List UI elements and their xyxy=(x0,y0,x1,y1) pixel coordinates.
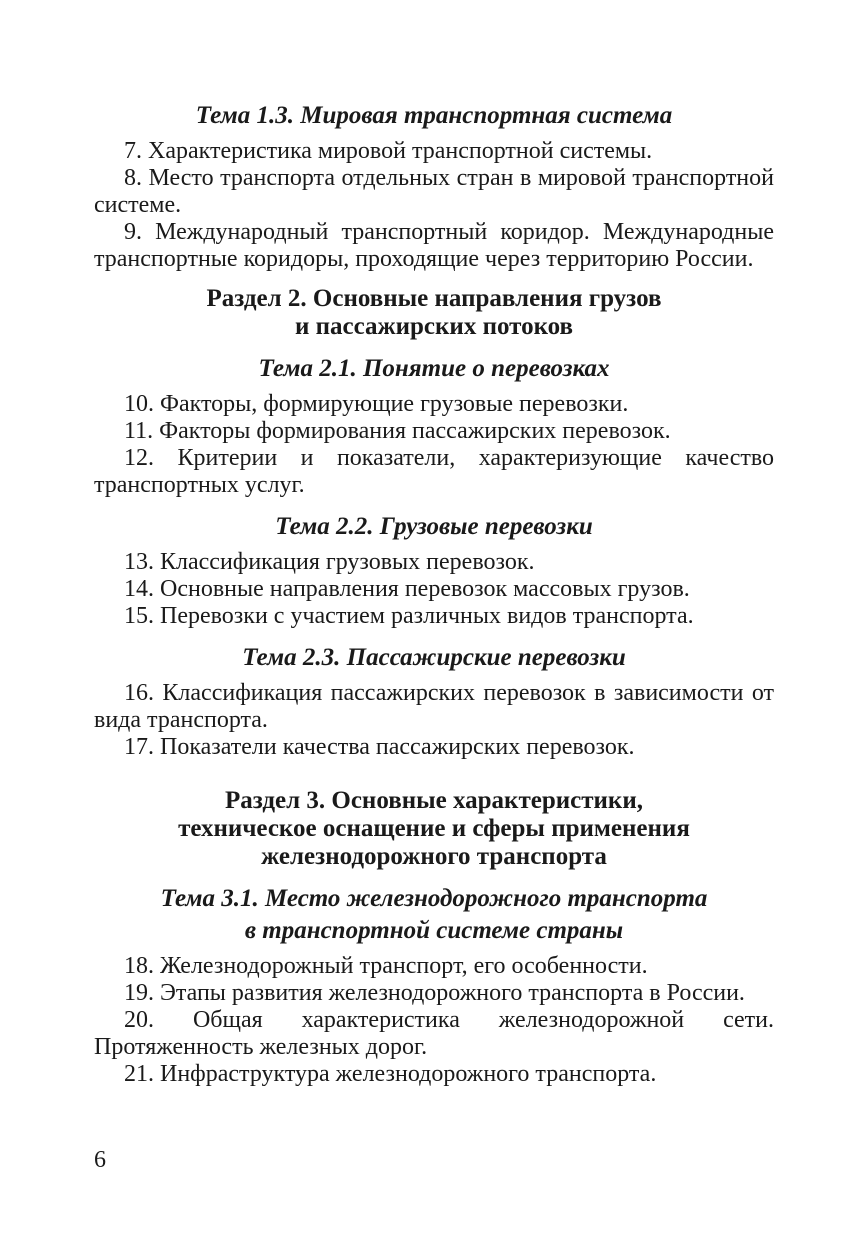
list-item-20: 20. Общая характеристика железнодорожной сети. Протяженность железных дорог. xyxy=(94,1007,774,1060)
topic-heading-2-1: Тема 2.1. Понятие о перевозках xyxy=(258,355,610,382)
list-item-17: 17. Показатели качества пассажирских перевозок. xyxy=(124,734,635,760)
list-item-21: 21. Инфраструктура железнодорожного транспорта. xyxy=(124,1061,657,1087)
topic-heading-3-1-line-2: в транспортной системе страны xyxy=(244,917,624,944)
list-item-9: 9. Международный транспортный коридор. Международные транспортные коридоры, проходящие через территорию России. xyxy=(94,219,774,272)
page-number: 6 xyxy=(94,1147,106,1173)
section-heading-3-line-1: Раздел 3. Основные характеристики, xyxy=(225,787,643,814)
topic-heading-2-3: Тема 2.3. Пассажирские перевозки xyxy=(242,644,626,671)
list-item-13: 13. Классификация грузовых перевозок. xyxy=(124,549,535,575)
list-item-12: 12. Критерии и показатели, характеризующие качество транспортных услуг. xyxy=(94,445,774,498)
topic-heading-1-3: Тема 1.3. Мировая транспортная система xyxy=(195,102,673,129)
list-item-10: 10. Факторы, формирующие грузовые перевозки. xyxy=(124,391,629,417)
topic-heading-3-1-line-1: Тема 3.1. Место железнодорожного транспорта xyxy=(160,885,708,912)
list-item-7: 7. Характеристика мировой транспортной системы. xyxy=(124,138,653,164)
section-heading-2-line-2: и пассажирских потоков xyxy=(294,313,574,340)
list-item-15: 15. Перевозки с участием различных видов транспорта. xyxy=(124,603,694,629)
section-heading-2-line-1: Раздел 2. Основные направления грузов xyxy=(206,285,662,312)
topic-heading-2-2: Тема 2.2. Грузовые перевозки xyxy=(275,513,593,540)
list-item-14: 14. Основные направления перевозок массовых грузов. xyxy=(124,576,690,602)
list-item-8: 8. Место транспорта отдельных стран в мировой транспортной системе. xyxy=(94,165,774,218)
list-item-11: 11. Факторы формирования пассажирских перевозок. xyxy=(124,418,671,444)
list-item-19: 19. Этапы развития железнодорожного транспорта в России. xyxy=(124,980,745,1006)
section-heading-3-line-2: техническое оснащение и сферы применения xyxy=(178,815,690,842)
list-item-18: 18. Железнодорожный транспорт, его особенности. xyxy=(124,953,648,979)
page-content xyxy=(94,100,774,1088)
section-heading-3-line-3: железнодорожного транспорта xyxy=(261,843,607,870)
list-item-16: 16. Классификация пассажирских перевозок в зависимости от вида транспорта. xyxy=(94,680,774,733)
